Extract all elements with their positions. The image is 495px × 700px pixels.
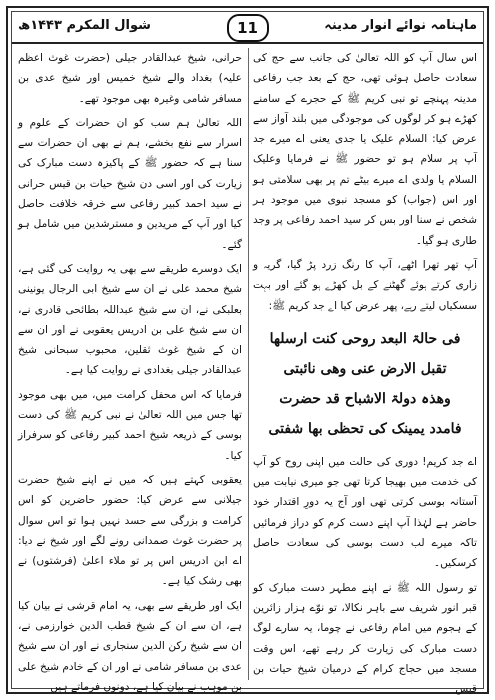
left-paragraph-5: یعقوبی کہتے ہیں کہ میں نے اپنے شیخ حضرت جیلانی سے عرض کیا: حضور حاضرین کو اس کرامت و بزرگی سے حسد نہیں ہوا تو اس سوال پر حضرت غوث صمدانی رونے لگے اور شیخ نے دیا: اے ابن ادریس اس پر تو ملاء اعلیٰ (فرشتوں) نے بھی رشک کیا ہے۔ [18, 473, 242, 588]
verse-line-2: تقبل الارض عنی وھی نائبتی [283, 360, 447, 377]
magazine-title: ماہنامہ نوائے انوار مدینہ [324, 18, 477, 33]
verse-line-4: فامدد یمینک کی تحظی بھا شفتی [268, 420, 462, 437]
magazine-page [6, 6, 489, 694]
right-paragraph-1: اس سال آپ کو اللہ تعالیٰ کی جانب سے حج کی سعادت حاصل ہوئی تھی، حج کے بعد جب رفاعی مدینہ پہنچے تو نبی کریم ﷺ کے حجرے کے سامنے کھڑے ہو کر لوگوں کی موجودگی میں بلند آواز سے عرض کیا: السلام علیک یا جدی یعنی اے میرے جد آپ پر سلام ہو تو حضور ﷺ نے فرمایا وعلیک السلام یا ولدی اے میرے بیٹے تم پر بھی سلامتی ہو اور اس (جواب) کو مسجد نبوی میں موجود ہر شخص نے سنا اور بس کر سید احمد رفاعی پر وجد طاری ہو گیا۔ [253, 52, 477, 247]
page-number: 11 [227, 14, 269, 42]
column-divider [248, 48, 249, 680]
issue-date: شوال المکرم ۱۴۴۳ھ [18, 18, 151, 33]
left-paragraph-2: اللہ تعالیٰ ہم سب کو ان حضرات کے علوم و اسرار سے نفع بخشے، ہم نے بھی ان حضرات سے سنا ہے کہ حضور ﷺ کے پاکیزہ دست مبارک کی زیارت کی اور اسی دن شیخ حیات بن قیس حرانی نے سید احمد کبیر رفاعی سے خرقہ خلافت حاصل کیا اور آپ کے مریدین و مسترشدین میں شامل ہو گئے۔ [18, 116, 242, 251]
verse-line-3: وھذہ دولۃ الاشباح قد حضرت [279, 390, 451, 407]
right-paragraph-2: آپ تھر تھرا اٹھے، آپ کا رنگ زرد پڑ گیا، گریہ و زاری کرتے ہوئے گھٹنے کے بل کھڑے ہو گئے اور بہت سسکیاں لیتے رہے، پھر عرض کیا اے جد کریم ﷺ: [253, 258, 477, 312]
right-column [253, 48, 477, 696]
left-paragraph-3: ایک دوسرے طریقے سے بھی یہ روایت کی گئی ہے، شیخ محمد علی نے ان سے شیخ ابی الرجال یونینی بعلبکی نے، ان سے شیخ عبداللہ بطائحی قادری نے، ان سے شیخ علی بن ادریس یعقوبی نے اور ان سے ان کے شیخ غوث ثقلین، محبوب سبحانی شیخ عبدالقادر جیلی بغدادی نے روایت کیا ہے۔ [18, 262, 242, 377]
page-header [12, 12, 483, 42]
verse-line-1: فی حالۃ البعد روحی کنت ارسلھا [269, 330, 461, 347]
header-rule [12, 42, 483, 44]
left-paragraph-1: حرانی، شیخ عبدالقادر جیلی (حضرت غوث اعظم علیہ) بغداد والے شیخ خمیس اور شیخ عدی بن مسافر شامی وغیرہ بھی موجود تھے۔ [18, 52, 242, 105]
left-paragraph-6: ایک اور طریقے سے بھی، یہ امام قرشی نے بیان کیا ہے، ان سے ان کے شیخ قطب الدین خوارزمی نے، ان سے شیخ رکن الدین سنجاری نے اور ان سے شیخ عدی بن مسافر شامی نے اور ان کے خادم شیخ علی بن موہب نے بیان کیا ہے، دونوں فرماتے ہیں [18, 599, 242, 693]
right-paragraph-4: تو رسول اللہ ﷺ نے اپنے مطہر دست مبارک کو قبر انور شریف سے باہر نکالا، تو نوّے ہزار زائرین کے ہجوم میں امام رفاعی نے چوما، یہ سارے لوگ دست مبارک کی زیارت کر رہے تھے، اس وقت مسجد میں حجاج کرام کے درمیان شیخ حیات بن قیس [253, 581, 477, 696]
page-frame [11, 11, 484, 696]
right-paragraph-3: اے جد کریم! دوری کی حالت میں اپنی روح کو آپ کی خدمت میں بھیجا کرتا تھی جو میری نیابت میں آستانہ بوسی کرتی تھی اور آج یہ دورِ اقتدار خود حاضر ہے لہٰذا آپ اپنے دست کرم کو دراز فرمائیں تاکہ میرے لب دست بوسی کی سعادت حاصل کرسکیں۔ [253, 455, 477, 570]
left-paragraph-4: فرمایا کہ اس محفل کرامت میں، میں بھی موجود تھا جس میں اللہ تعالیٰ نے نبی کریم ﷺ کی دست بوسی کے ذریعہ شیخ احمد کبیر رفاعی کو سرفراز کیا۔ [18, 388, 242, 462]
left-column [18, 48, 242, 693]
arabic-verses [253, 324, 477, 444]
